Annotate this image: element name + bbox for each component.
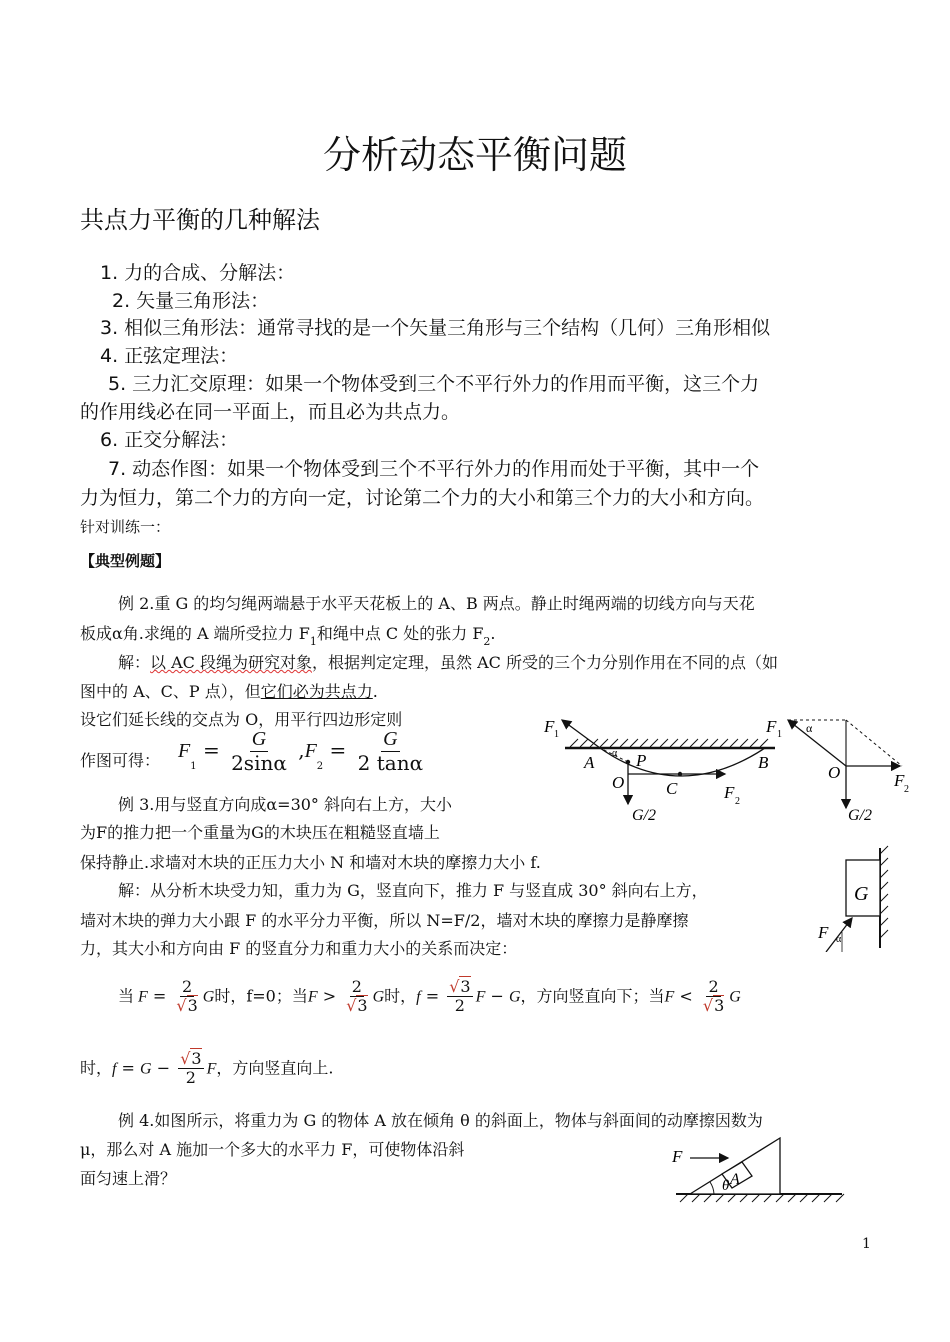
svg-text:F: F	[544, 717, 555, 736]
ex2-line2: 板成α角.求绳的 A 端所受拉力 $F_1$和绳中点 C 处的张力 $F_2$.	[80, 624, 496, 648]
ex2-line1: 例 2.重 G 的均匀绳两端悬于水平天花板上的 A、B 两点。静止时绳两端的切线方向与天花	[118, 594, 755, 613]
svg-text:G/2: G/2	[848, 807, 872, 824]
section-heading: 共点力平衡的几种解法	[80, 206, 320, 234]
method-2: 2. 矢量三角形法：	[112, 290, 270, 312]
svg-text:B: B	[758, 753, 769, 772]
svg-text:F: F	[672, 1147, 683, 1166]
svg-text:1: 1	[777, 729, 782, 740]
svg-text:F: F	[766, 717, 777, 736]
ex2-line6: 作图可得：	[80, 751, 161, 770]
ceiling-left	[565, 739, 775, 748]
svg-text:A: A	[584, 753, 595, 772]
method-1: 1. 力的合成、分解法：	[100, 262, 296, 284]
ex3-conditions: 当 F = $\frac{2}{√3}$ G时，f=0；当F > $\frac{2}{√3}$ G时，f = $\frac{√3}{2}$ F − G，方向竖直向下；当F < $\frac{2}{√3}$ G	[118, 977, 741, 1016]
rope-diagram	[540, 712, 920, 827]
page-title: 分析动态平衡问题	[322, 133, 627, 177]
ex3-line2: 为F的推力把一个重量为G的木块压在粗糙竖直墙上	[80, 823, 440, 842]
ex2-solution: 解：以 AC 段绳为研究对象，根据判定定理，虽然 AC 所受的三个力分别作用在不同的点（如	[118, 653, 778, 672]
ex3-line4: 解：从分析木块受力知，重力为 G，竖直向下，推力 F 与竖直成 30° 斜向右上方，	[118, 881, 708, 900]
svg-text:α: α	[612, 748, 618, 759]
svg-text:θ: θ	[722, 1178, 730, 1194]
ex4-line2: μ，那么对 A 施加一个多大的水平力 F，可使物体沿斜	[80, 1140, 465, 1159]
incline-diagram	[670, 1132, 850, 1207]
ex3-line1: 例 3.用与竖直方向成α=30° 斜向右上方，大小	[118, 795, 453, 814]
svg-text:2: 2	[735, 796, 740, 807]
method-7: 7. 动态作图：如果一个物体受到三个不平行外力的作用而处于平衡，其中一个	[108, 458, 760, 480]
svg-text:α: α	[836, 934, 842, 945]
svg-text:P: P	[636, 751, 647, 770]
training-label: 针对训练一：	[80, 518, 171, 536]
force-f1-arrow	[562, 720, 600, 748]
ex3-line6: 力，其大小和方向由 F 的竖直分力和重力大小的关系而决定：	[80, 939, 518, 958]
method-5: 5. 三力汇交原理：如果一个物体受到三个不平行外力的作用而平衡，这三个力	[108, 373, 760, 395]
ex2-formula: $F_1$ = $\frac{G}{2\sin\alpha}$ $,F_2$ = $\frac{G}{2 \tan\alpha}$	[178, 728, 424, 775]
ex3-line5: 墙对木块的弹力大小跟 F 的水平分力平衡，所以 N=F/2，墙对木块的摩擦力是静摩擦	[80, 911, 689, 930]
wall-block-diagram	[812, 840, 902, 952]
svg-text:α: α	[806, 721, 813, 735]
svg-text:O: O	[612, 773, 625, 792]
method-3: 3. 相似三角形法：通常寻找的是一个矢量三角形与三个结构（几何）三角形相似	[100, 317, 771, 339]
svg-text:G: G	[854, 883, 869, 905]
svg-text:A: A	[730, 1171, 740, 1188]
method-4: 4. 正弦定理法：	[100, 345, 239, 367]
svg-text:C: C	[666, 779, 678, 798]
svg-text:G/2: G/2	[632, 807, 656, 824]
typical-examples-heading: 【典型例题】	[80, 552, 171, 570]
method-5-cont: 的作用线必在同一平面上，而且必为共点力。	[80, 401, 461, 423]
rope-curve	[600, 748, 765, 776]
svg-text:1: 1	[554, 729, 559, 740]
svg-text:2: 2	[904, 784, 909, 795]
svg-text:F: F	[894, 771, 905, 790]
ex3-last-line: 时，f = G − $\frac{√3}{2}$ F，方向竖直向上.	[80, 1049, 334, 1088]
ex4-line3: 面匀速上滑？	[80, 1169, 177, 1188]
method-6: 6. 正交分解法：	[100, 429, 239, 451]
page-number: 1	[862, 1236, 871, 1252]
method-7-cont: 力为恒力，第二个力的方向一定，讨论第二个力的大小和第三个力的大小和方向。	[80, 487, 765, 509]
ex4-line1: 例 4.如图所示，将重力为 G 的物体 A 放在倾角 θ 的斜面上，物体与斜面间的动摩擦因数为	[118, 1111, 763, 1130]
svg-text:F: F	[724, 783, 735, 802]
svg-text:O: O	[828, 763, 841, 782]
svg-text:F: F	[818, 923, 829, 942]
ex2-line5: 设它们延长线的交点为 O，用平行四边形定则	[80, 710, 403, 729]
ex2-line4: 图中的 A、C、P 点），但它们必为共点力.	[80, 682, 378, 701]
ex3-line3: 保持静止.求墙对木块的正压力大小 N 和墙对木块的摩擦力大小 f.	[80, 853, 541, 872]
